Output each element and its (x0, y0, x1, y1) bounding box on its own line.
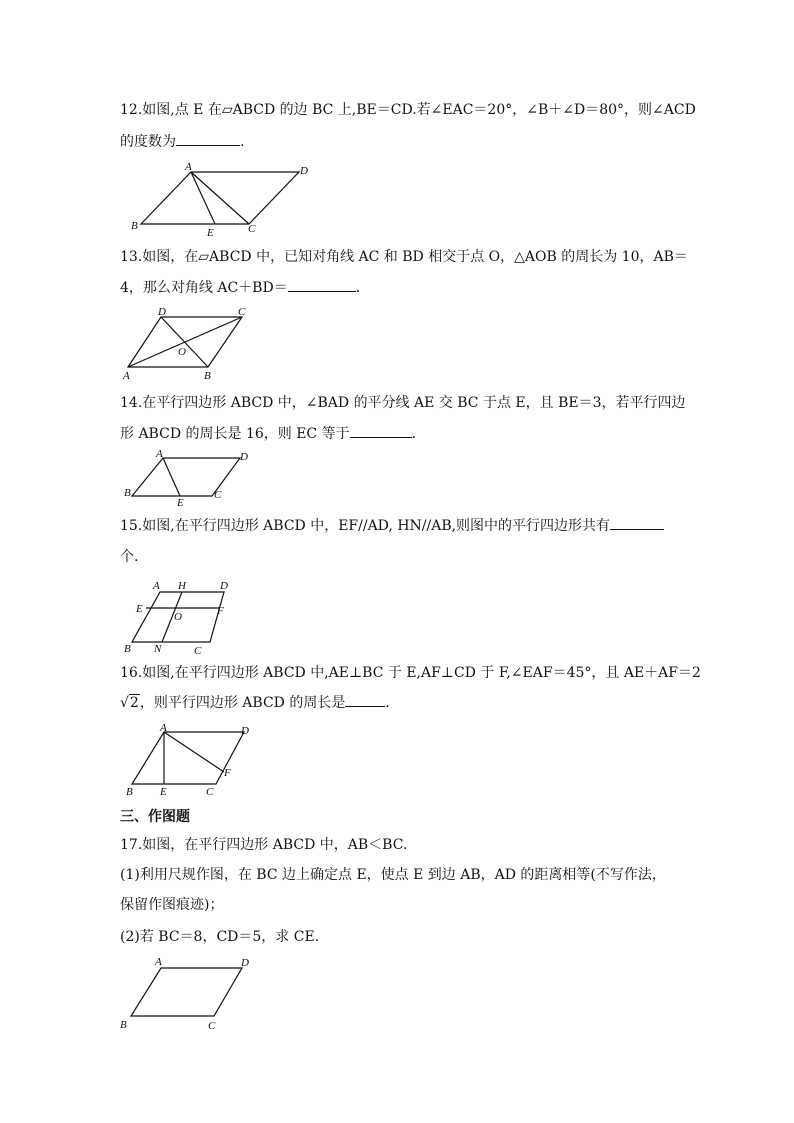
q16-line2-end: . (385, 695, 390, 711)
q14-line2-text: 形 ABCD 的周长是 16，则 EC 等于 (120, 426, 350, 442)
q14-bisector-ae (163, 458, 180, 496)
q15-label-e: E (136, 603, 143, 615)
q13-label-c: C (238, 306, 246, 318)
q17-part1-line1: (1)利用尺规作图，在 BC 边上确定点 E，使点 E 到边 AB，AD 的距离相等(不写作法， (120, 867, 666, 883)
q13-answer-blank (288, 279, 356, 292)
q16-altitude-af (164, 732, 224, 772)
q17-label-c: C (208, 1020, 216, 1032)
q15-line2: 个. (120, 549, 139, 565)
q13-label-a: A (123, 370, 130, 382)
q13-diagonal-bd (161, 317, 208, 367)
q17-label-d: D (241, 957, 249, 969)
q14-line2-end: . (411, 426, 417, 442)
q12-label-b: B (131, 220, 138, 232)
q14-answer-blank (350, 425, 412, 438)
q16-label-c: C (206, 786, 214, 798)
q12-label-a: A (185, 161, 192, 173)
q17-part1-line2: 保留作图痕迹)； (120, 897, 224, 913)
q14-line1: 14.在平行四边形 ABCD 中，∠BAD 的平分线 AE 交 BC 于点 E，且 BE＝3，若平行四边 (120, 395, 686, 411)
q12-line2-end: . (240, 134, 245, 150)
q15-label-d: D (220, 580, 228, 592)
q16-line1: 16.如图,在平行四边形 ABCD 中,AE⊥BC 于 E,AF⊥CD 于 F,∠EAF＝45°，且 AE＋AF＝2 (120, 665, 701, 681)
q14-label-b: B (124, 487, 131, 499)
q12-line2-text: 的度数为 (120, 134, 176, 150)
q12-label-c: C (248, 223, 256, 235)
q17-parallelogram (131, 968, 242, 1016)
q14-label-e: E (177, 497, 184, 509)
q13-label-d: D (158, 306, 166, 318)
q13-line2-end: . (355, 280, 361, 296)
q16-sqrt-value: 2 (129, 695, 139, 711)
q14-label-c: C (214, 489, 222, 501)
q16-answer-blank (345, 694, 385, 707)
q12-answer-blank (176, 133, 240, 146)
q15-label-o: O (174, 611, 182, 623)
q12-label-d: D (300, 165, 308, 177)
q13-figure (120, 305, 250, 385)
q15-label-n: N (154, 643, 162, 655)
section-title: 三、作图题 (120, 809, 190, 825)
q16-label-f: F (224, 767, 231, 779)
q16-label-d: D (241, 725, 249, 737)
q12-line2 (120, 133, 244, 151)
q15-label-b: B (124, 643, 131, 655)
q13-label-o: O (178, 346, 186, 358)
q13-line2-text: 4，那么对角线 AC＋BD＝ (120, 280, 288, 296)
q16-label-b: B (126, 786, 133, 798)
q13-label-b: B (204, 370, 211, 382)
q14-parallelogram (132, 458, 240, 496)
q17-label-b: B (120, 1019, 127, 1031)
q17-label-a: A (155, 956, 162, 968)
q15-label-c: C (194, 645, 202, 657)
q14-line2 (120, 425, 416, 443)
q15-answer-blank (610, 517, 664, 530)
q15-label-h: H (178, 580, 186, 592)
q16-figure (124, 722, 254, 802)
q14-figure (122, 448, 252, 513)
q13-line1: 13.如图，在▱ABCD 中，已知对角线 AC 和 BD 相交于点 O，△AOB 的周长为 10，AB＝ (120, 249, 688, 265)
q15-line1-text: 15.如图,在平行四边形 ABCD 中，EF//AD, HN//AB,则图中的平行四边形共有 (120, 518, 611, 534)
q12-diagonal-ac (191, 172, 249, 224)
q16-line2 (120, 694, 390, 712)
q15-line1 (120, 517, 664, 535)
q12-figure (125, 160, 315, 240)
q15-label-f: F (217, 605, 224, 617)
q16-line2-text: ，则平行四边形 ABCD 的周长是 (139, 695, 346, 711)
q15-label-a: A (153, 580, 160, 592)
q14-label-a: A (156, 448, 163, 460)
q12-segment-ae (191, 172, 215, 224)
q17-figure (118, 952, 268, 1034)
q16-sqrt-symbol: √ (120, 695, 129, 711)
q12-label-e: E (207, 227, 214, 239)
q17-line1: 17.如图，在平行四边形 ABCD 中，AB＜BC. (120, 837, 408, 853)
q14-label-d: D (240, 451, 248, 463)
q17-part2: (2)若 BC＝8，CD＝5，求 CE. (120, 929, 320, 945)
q15-figure (124, 578, 238, 658)
q12-line1: 12.如图,点 E 在▱ABCD 的边 BC 上,BE＝CD.若∠EAC＝20°，∠B＋∠D＝80°，则∠ACD (120, 102, 696, 118)
q16-label-e: E (160, 786, 167, 798)
q16-sqrt2 (120, 694, 140, 712)
q16-label-a: A (160, 722, 167, 734)
q13-line2 (120, 279, 360, 297)
